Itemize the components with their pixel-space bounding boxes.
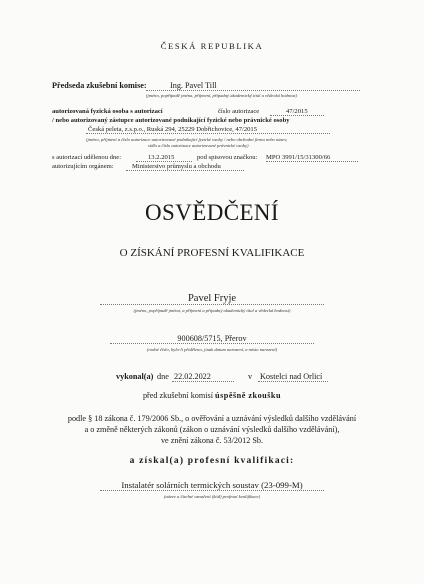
authority-label: autorizujícím orgánem: bbox=[52, 163, 114, 170]
person-name-hint: (jméno, popřípadě jména, a příjmení a případný akademický titul a vědecká hodnost) bbox=[133, 308, 291, 313]
qualification-value: Instalatér solárních termických soustav (23-099-M) bbox=[121, 480, 303, 490]
certificate-subtitle: O ZÍSKÁNÍ PROFESNÍ KVALIFIKACE bbox=[119, 247, 305, 259]
auth-number-field bbox=[270, 108, 324, 116]
exam-passed-line bbox=[0, 391, 424, 400]
exam-place-field bbox=[258, 372, 328, 382]
auth-number-label: číslo autorizace bbox=[218, 108, 260, 115]
qualification-hint: (název a číselné označení (kód) profesní kvalifikace) bbox=[163, 494, 261, 499]
person-name: Pavel Fryje bbox=[187, 293, 237, 304]
exam-date-field bbox=[172, 372, 234, 382]
exam-date: 22.02.2022 bbox=[174, 372, 211, 381]
chair-name-field bbox=[146, 81, 360, 91]
file-field bbox=[266, 154, 358, 162]
authority-value: Ministerstvo průmyslu a obchodu bbox=[132, 163, 221, 170]
auth-org-value: Česká peleta, z.s.p.o., Ruská 294, 25229 Dobřichovice, 47/2015 bbox=[88, 126, 258, 133]
file-value: MPO 3991/15/31300/66 bbox=[266, 154, 331, 161]
chair-hint: (jméno, popřípadě jména, příjmení, případný akademický titul a vědecká hodnost) bbox=[146, 93, 298, 98]
chair-label: Předseda zkušební komise: bbox=[52, 81, 147, 90]
exam-v-label: v bbox=[248, 372, 253, 381]
qualification-field bbox=[100, 480, 324, 491]
person-name-field bbox=[100, 293, 324, 305]
law-line-2: a o změně některých zákonů (zákon o uznávání výsledků dalšího vzdělávání), bbox=[84, 425, 340, 434]
granted-date-field bbox=[136, 154, 192, 162]
acquired-label: a získal(a) profesní kvalifikaci: bbox=[129, 456, 295, 466]
auth-org-hint-2: sídlo a číslo autorizace autorizované právnické osoby) bbox=[148, 143, 249, 148]
file-label: pod spisovou značkou: bbox=[197, 154, 258, 161]
granted-label: s autorizací udělenou dne: bbox=[52, 154, 122, 161]
auth-org-hint-1: (jméno, příjmení a číslo autorizace autorizované podnikající fyzické osoby / nebo obchodní firma nebo název, bbox=[86, 137, 288, 142]
auth-representative-label: / nebo autorizovaný zástupce autorizované podnikající fyzické nebo právnické osoby bbox=[52, 117, 290, 124]
law-line-1: podle § 18 zákona č. 179/2006 Sb., o ověřování a uznávání výsledků dalšího vzdělávání bbox=[67, 414, 357, 423]
chair-name: Ing. Pavel Till bbox=[170, 81, 217, 90]
authority-field bbox=[126, 163, 244, 171]
country-heading: ČESKÁ REPUBLIKA bbox=[160, 41, 264, 51]
auth-number-value: 47/2015 bbox=[286, 108, 308, 115]
granted-date: 13.2.2015 bbox=[148, 154, 175, 161]
auth-org-field bbox=[86, 126, 330, 134]
exam-dne-label: dne bbox=[157, 372, 169, 381]
exam-passed-bold: úspěšně zkoušku bbox=[215, 391, 282, 400]
person-id-hint: (rodné číslo, bylo-li přiděleno, jinak datum narození, a místo narození) bbox=[146, 347, 278, 352]
person-id-field bbox=[110, 334, 314, 344]
person-id-value: 900608/5715, Přerov bbox=[177, 334, 247, 343]
auth-type-label: autorizovaná fyzická osoba s autorizací bbox=[52, 108, 163, 115]
certificate-title: OSVĚDČENÍ bbox=[145, 200, 279, 225]
exam-passed-prefix: před zkušební komisí bbox=[142, 391, 213, 400]
exam-vykonal-label: vykonal(a) bbox=[116, 372, 154, 381]
exam-place: Kostelci nad Orlicí bbox=[260, 372, 323, 381]
law-line-3: ve znění zákona č. 53/2012 Sb. bbox=[160, 436, 264, 445]
